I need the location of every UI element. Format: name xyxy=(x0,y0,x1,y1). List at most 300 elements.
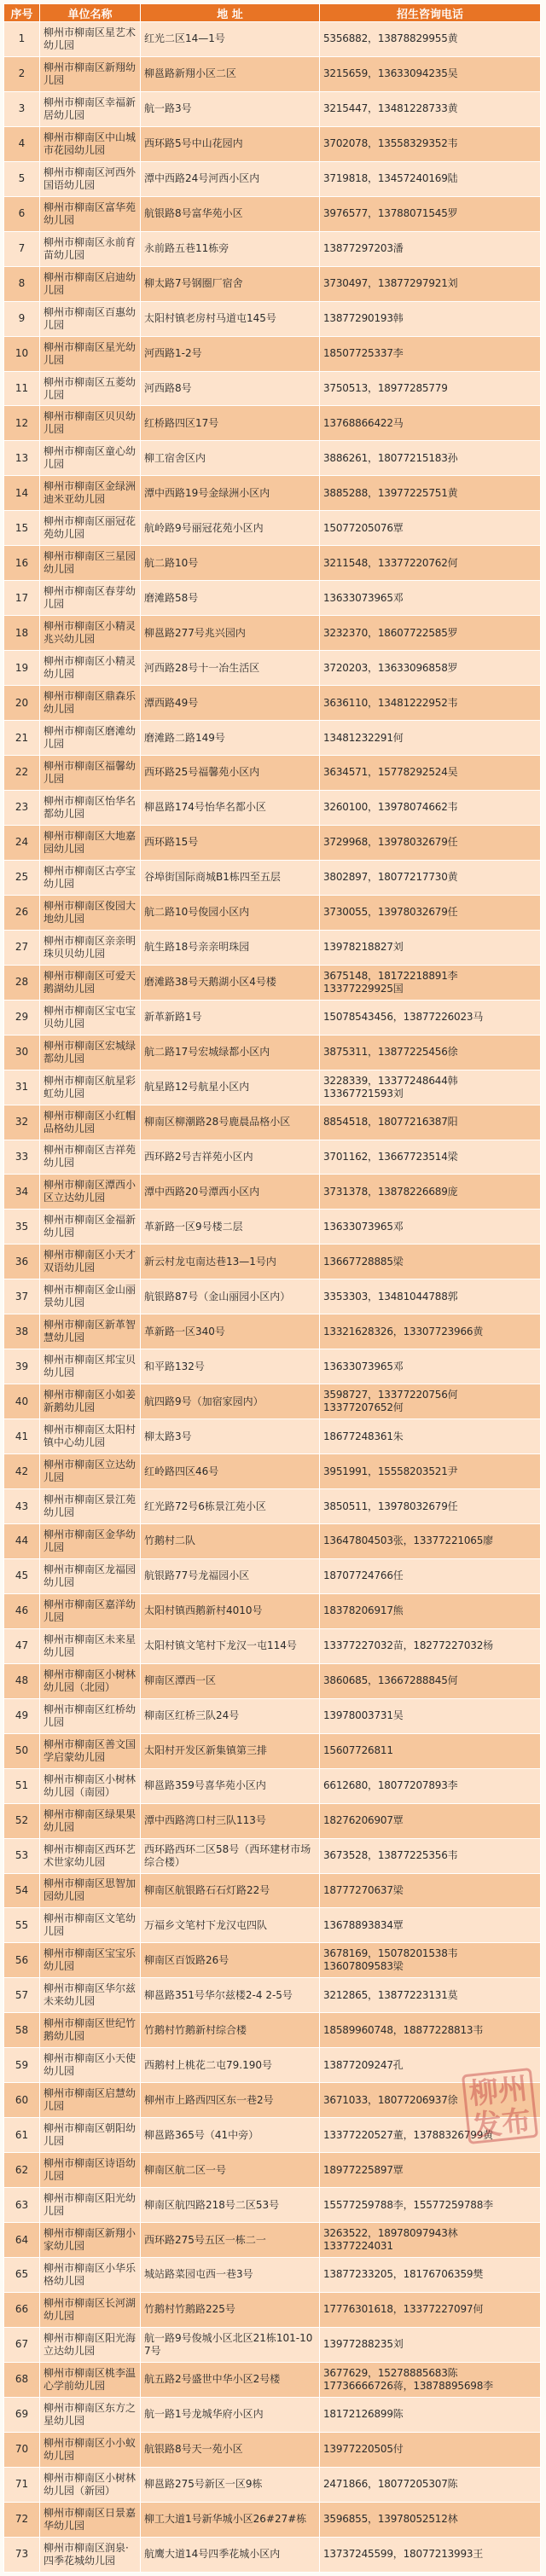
cell-no: 47 xyxy=(4,1628,40,1663)
cell-name: 柳州市柳南区中山城市花园幼儿园 xyxy=(40,126,141,161)
cell-address: 柳邕路新翔小区二区 xyxy=(141,56,320,91)
cell-name: 柳州市柳南区永前育苗幼儿园 xyxy=(40,231,141,266)
table-row xyxy=(4,1419,541,1454)
table-row xyxy=(4,1244,541,1279)
cell-no: 67 xyxy=(4,2327,40,2362)
cell-address: 谷埠街国际商城B1栋四至五层 xyxy=(141,860,320,895)
cell-name: 柳州市柳南区百惠幼儿园 xyxy=(40,301,141,336)
cell-address: 柳邕路277号兆兴园内 xyxy=(141,616,320,651)
cell-no: 38 xyxy=(4,1314,40,1349)
cell-name: 柳州市柳南区启迪幼儿园 xyxy=(40,266,141,301)
cell-address: 西环路2号吉祥苑小区内 xyxy=(141,1140,320,1175)
cell-no: 64 xyxy=(4,2223,40,2258)
cell-address: 红光路72号6栋景江苑小区 xyxy=(141,1489,320,1524)
table-row xyxy=(4,2188,541,2223)
cell-phone: 3677629，15278885683陈 17736666726蒋，13878895698李 xyxy=(320,2362,541,2397)
cell-no: 16 xyxy=(4,546,40,581)
header-no: 序号 xyxy=(4,4,40,22)
cell-phone: 13877290193韩 xyxy=(320,301,541,336)
table-row xyxy=(4,336,541,371)
cell-address: 柳南区潭西一区 xyxy=(141,1663,320,1698)
cell-phone: 3729968，13978032679任 xyxy=(320,825,541,860)
cell-name: 柳州市柳南区小天才双语幼儿园 xyxy=(40,1244,141,1279)
cell-name: 柳州市柳南区磨滩幼儿园 xyxy=(40,721,141,756)
cell-phone: 3702078，13558329352韦 xyxy=(320,126,541,161)
cell-name: 柳州市柳南区宝屯宝贝幼儿园 xyxy=(40,1000,141,1035)
cell-no: 27 xyxy=(4,930,40,965)
cell-address: 竹鹅村竹鹅新村综合楼 xyxy=(141,2013,320,2048)
cell-phone: 13978218827刘 xyxy=(320,930,541,965)
cell-phone: 3875311，13877225456徐 xyxy=(320,1035,541,1070)
cell-address: 柳南区柳潮路28号鹿晨品格小区 xyxy=(141,1105,320,1140)
cell-no: 42 xyxy=(4,1454,40,1489)
cell-name: 柳州市柳南区怡华名都幼儿园 xyxy=(40,790,141,825)
cell-name: 柳州市柳南区小红帽品格幼儿园 xyxy=(40,1105,141,1140)
cell-no: 2 xyxy=(4,56,40,91)
table-row xyxy=(4,1523,541,1558)
cell-address: 河西路8号 xyxy=(141,371,320,406)
cell-address: 航一路9号俊城小区北区21栋101-107号 xyxy=(141,2327,320,2362)
cell-address: 太阳村镇文笔村下龙汉一屯114号 xyxy=(141,1628,320,1663)
cell-no: 19 xyxy=(4,651,40,686)
cell-no: 39 xyxy=(4,1349,40,1384)
cell-phone: 13481232291何 xyxy=(320,721,541,756)
table-row xyxy=(4,56,541,91)
cell-no: 34 xyxy=(4,1175,40,1210)
cell-address: 竹鹅村竹鹅路225号 xyxy=(141,2292,320,2327)
table-row xyxy=(4,161,541,196)
cell-no: 28 xyxy=(4,965,40,1000)
cell-no: 21 xyxy=(4,721,40,756)
cell-phone: 15577259788李，15577259788李 xyxy=(320,2188,541,2223)
cell-no: 69 xyxy=(4,2397,40,2432)
cell-phone: 3228339，13377248644韩 13367721593刘 xyxy=(320,1070,541,1105)
cell-address: 航岭路9号丽冠花苑小区内 xyxy=(141,511,320,546)
table-row xyxy=(4,2537,541,2572)
cell-phone: 3951991，15558203521尹 xyxy=(320,1454,541,1489)
cell-phone: 15078543456，13877226023马 xyxy=(320,1000,541,1035)
cell-phone: 3886261，18077215183孙 xyxy=(320,441,541,476)
table-row xyxy=(4,1978,541,2013)
cell-address: 潭中西路24号河西小区内 xyxy=(141,161,320,196)
cell-no: 53 xyxy=(4,1838,40,1873)
cell-no: 40 xyxy=(4,1384,40,1419)
cell-name: 柳州市柳南区可爱天鹅湖幼儿园 xyxy=(40,965,141,1000)
cell-name: 柳州市柳南区阳光海立达幼儿园 xyxy=(40,2327,141,2362)
cell-phone: 3211548，13377220762何 xyxy=(320,546,541,581)
cell-phone: 13977288235刘 xyxy=(320,2327,541,2362)
table-row xyxy=(4,2292,541,2327)
table-row xyxy=(4,371,541,406)
table-row xyxy=(4,511,541,546)
cell-no: 20 xyxy=(4,686,40,721)
table-row xyxy=(4,91,541,126)
cell-name: 柳州市柳南区立达幼儿园 xyxy=(40,1454,141,1489)
table-row xyxy=(4,1314,541,1349)
cell-phone: 3730055，13978032679任 xyxy=(320,895,541,930)
table-row xyxy=(4,721,541,756)
cell-name: 柳州市柳南区小树林幼儿园（南园） xyxy=(40,1768,141,1803)
cell-address: 航一路1号龙城华府小区内 xyxy=(141,2397,320,2432)
table-row xyxy=(4,2013,541,2048)
cell-address: 航银路8号富华苑小区 xyxy=(141,196,320,231)
table-row xyxy=(4,2502,541,2537)
table-row xyxy=(4,895,541,930)
table-row xyxy=(4,2432,541,2467)
cell-address: 柳邕路275号新区一区9栋 xyxy=(141,2467,320,2502)
cell-no: 12 xyxy=(4,406,40,441)
cell-no: 48 xyxy=(4,1663,40,1698)
cell-no: 25 xyxy=(4,860,40,895)
cell-phone: 18677248361朱 xyxy=(320,1419,541,1454)
cell-no: 4 xyxy=(4,126,40,161)
cell-phone: 3675148，18172218891李 13377229925国 xyxy=(320,965,541,1000)
cell-no: 45 xyxy=(4,1558,40,1593)
cell-phone: 3719818，13457240169陆 xyxy=(320,161,541,196)
cell-address: 航银路8号天一苑小区 xyxy=(141,2432,320,2467)
cell-no: 63 xyxy=(4,2188,40,2223)
cell-no: 43 xyxy=(4,1489,40,1524)
cell-address: 西环路25号福馨苑小区内 xyxy=(141,756,320,791)
cell-address: 竹鹅村二队 xyxy=(141,1523,320,1558)
cell-address: 红光二区14—1号 xyxy=(141,22,320,57)
cell-name: 柳州市柳南区华尔兹未来幼儿园 xyxy=(40,1978,141,2013)
cell-address: 柳太路7号钢圈厂宿舍 xyxy=(141,266,320,301)
cell-address: 潭中西路湾口村三队113号 xyxy=(141,1803,320,1838)
cell-address: 万福乡文笔村下龙汉屯四队 xyxy=(141,1908,320,1943)
cell-name: 柳州市柳南区嘉洋幼儿园 xyxy=(40,1593,141,1628)
cell-name: 柳州市柳南区春芽幼儿园 xyxy=(40,581,141,616)
cell-name: 柳州市柳南区亲亲明珠贝贝幼儿园 xyxy=(40,930,141,965)
table-row xyxy=(4,1175,541,1210)
cell-name: 柳州市柳南区金福新幼儿园 xyxy=(40,1210,141,1244)
cell-no: 32 xyxy=(4,1105,40,1140)
cell-address: 航银路87号（金山丽园小区内） xyxy=(141,1279,320,1314)
cell-address: 西环路275号五区一栋二一 xyxy=(141,2223,320,2258)
cell-no: 37 xyxy=(4,1279,40,1314)
cell-name: 柳州市柳南区小树林幼儿园（北园） xyxy=(40,1663,141,1698)
cell-name: 柳州市柳南区龙福园幼儿园 xyxy=(40,1558,141,1593)
table-row xyxy=(4,2258,541,2293)
cell-phone: 18977225897覃 xyxy=(320,2153,541,2188)
cell-no: 52 xyxy=(4,1803,40,1838)
cell-name: 柳州市柳南区新翔小家幼儿园 xyxy=(40,2223,141,2258)
cell-name: 柳州市柳南区大地嘉园幼儿园 xyxy=(40,825,141,860)
cell-no: 31 xyxy=(4,1070,40,1105)
cell-phone: 13633073965邓 xyxy=(320,1349,541,1384)
cell-phone: 13877297203潘 xyxy=(320,231,541,266)
cell-address: 航鹰大道14号四季花城小区内 xyxy=(141,2537,320,2572)
table-row xyxy=(4,1733,541,1768)
table-row xyxy=(4,2118,541,2153)
cell-name: 柳州市柳南区小树林幼儿园（新园） xyxy=(40,2467,141,2502)
cell-phone: 13977220505付 xyxy=(320,2432,541,2467)
cell-no: 26 xyxy=(4,895,40,930)
cell-name: 柳州市柳南区幸福新居幼儿园 xyxy=(40,91,141,126)
cell-no: 15 xyxy=(4,511,40,546)
cell-no: 55 xyxy=(4,1908,40,1943)
table-row xyxy=(4,476,541,511)
table-row xyxy=(4,1838,541,1873)
cell-name: 柳州市柳南区航星彩虹幼儿园 xyxy=(40,1070,141,1105)
table-row xyxy=(4,266,541,301)
table-row xyxy=(4,651,541,686)
cell-no: 72 xyxy=(4,2502,40,2537)
cell-phone: 3596855，13978052512林 xyxy=(320,2502,541,2537)
table-row xyxy=(4,1908,541,1943)
cell-no: 5 xyxy=(4,161,40,196)
cell-address: 航四路9号（加宿家园内） xyxy=(141,1384,320,1419)
cell-address: 柳州市上路西四区东一巷2号 xyxy=(141,2083,320,2118)
cell-name: 柳州市柳南区日景嘉华幼儿园 xyxy=(40,2502,141,2537)
cell-name: 柳州市柳南区古亭宝幼儿园 xyxy=(40,860,141,895)
table-row xyxy=(4,1279,541,1314)
cell-phone: 13377227032苗，18277227032杨 xyxy=(320,1628,541,1663)
cell-phone: 3730497，13877297921刘 xyxy=(320,266,541,301)
cell-name: 柳州市柳南区星光幼儿园 xyxy=(40,336,141,371)
table-row xyxy=(4,1489,541,1524)
cell-phone: 3850511，13978032679任 xyxy=(320,1489,541,1524)
cell-address: 红岭路四区46号 xyxy=(141,1454,320,1489)
watermark-logo: 柳州 发布 xyxy=(462,2068,538,2144)
cell-name: 柳州市柳南区世纪竹鹅幼儿园 xyxy=(40,2013,141,2048)
cell-phone: 13678893834覃 xyxy=(320,1908,541,1943)
cell-phone: 3636110，13481222952韦 xyxy=(320,686,541,721)
table-row xyxy=(4,1593,541,1628)
cell-no: 51 xyxy=(4,1768,40,1803)
cell-no: 23 xyxy=(4,790,40,825)
cell-address: 太阳村镇西鹅新村4010号 xyxy=(141,1593,320,1628)
cell-phone: 15607726811 xyxy=(320,1733,541,1768)
table-row xyxy=(4,825,541,860)
cell-name: 柳州市柳南区小小蚁幼儿园 xyxy=(40,2432,141,2467)
cell-no: 73 xyxy=(4,2537,40,2572)
table-row xyxy=(4,2223,541,2258)
cell-name: 柳州市柳南区新翔幼儿园 xyxy=(40,56,141,91)
cell-no: 44 xyxy=(4,1523,40,1558)
cell-name: 柳州市柳南区五菱幼儿园 xyxy=(40,371,141,406)
table-row xyxy=(4,1628,541,1663)
cell-no: 29 xyxy=(4,1000,40,1035)
cell-no: 71 xyxy=(4,2467,40,2502)
cell-phone: 5356882，13878829955黄 xyxy=(320,22,541,57)
table-row xyxy=(4,756,541,791)
cell-name: 柳州市柳南区宝宝乐幼儿园 xyxy=(40,1943,141,1978)
cell-phone: 8854518，18077216387阳 xyxy=(320,1105,541,1140)
cell-address: 太阳村镇老房村马道屯145号 xyxy=(141,301,320,336)
table-row xyxy=(4,406,541,441)
cell-name: 柳州市柳南区新革智慧幼儿园 xyxy=(40,1314,141,1349)
cell-no: 6 xyxy=(4,196,40,231)
cell-name: 柳州市柳南区鼎森乐幼儿园 xyxy=(40,686,141,721)
cell-address: 柳工宿舍区内 xyxy=(141,441,320,476)
cell-no: 30 xyxy=(4,1035,40,1070)
cell-no: 11 xyxy=(4,371,40,406)
table-row xyxy=(4,126,541,161)
table-header xyxy=(4,4,541,22)
cell-phone: 13667728885梁 xyxy=(320,1244,541,1279)
cell-phone: 13737245599，18077213993王 xyxy=(320,2537,541,2572)
cell-phone: 3731378，13878226689庞 xyxy=(320,1175,541,1210)
cell-phone: 3802897，18077217730黄 xyxy=(320,860,541,895)
cell-name: 柳州市柳南区桃李温心学前幼儿园 xyxy=(40,2362,141,2397)
cell-no: 3 xyxy=(4,91,40,126)
cell-name: 柳州市柳南区景江苑幼儿园 xyxy=(40,1489,141,1524)
cell-address: 新云村龙屯南达巷13—1号内 xyxy=(141,1244,320,1279)
cell-no: 59 xyxy=(4,2048,40,2083)
cell-address: 航五路2号盛世中华小区2号楼 xyxy=(141,2362,320,2397)
cell-address: 航一路3号 xyxy=(141,91,320,126)
cell-address: 革新路一区340号 xyxy=(141,1314,320,1349)
cell-name: 柳州市柳南区启慧幼儿园 xyxy=(40,2083,141,2118)
cell-name: 柳州市柳南区童心幼儿园 xyxy=(40,441,141,476)
cell-address: 柳南区红桥三队24号 xyxy=(141,1698,320,1733)
cell-address: 磨滩路58号 xyxy=(141,581,320,616)
cell-address: 西环路15号 xyxy=(141,825,320,860)
cell-address: 潭西路49号 xyxy=(141,686,320,721)
cell-phone: 18589960748，18877228813韦 xyxy=(320,2013,541,2048)
cell-address: 河西路28号十一冶生活区 xyxy=(141,651,320,686)
cell-no: 41 xyxy=(4,1419,40,1454)
cell-address: 柳南区航银路石石灯路22号 xyxy=(141,1873,320,1908)
cell-address: 柳邕路174号怡华名都小区 xyxy=(141,790,320,825)
table-row xyxy=(4,860,541,895)
cell-no: 13 xyxy=(4,441,40,476)
cell-phone: 3353303，13481044788郭 xyxy=(320,1279,541,1314)
cell-name: 柳州市柳南区西环艺术世家幼儿园 xyxy=(40,1838,141,1873)
cell-name: 柳州市柳南区俊园大地幼儿园 xyxy=(40,895,141,930)
table-row xyxy=(4,1070,541,1105)
table-row xyxy=(4,1454,541,1489)
cell-address: 磨滩路38号天鹅湖小区4号楼 xyxy=(141,965,320,1000)
cell-name: 柳州市柳南区诗语幼儿园 xyxy=(40,2153,141,2188)
cell-phone: 3263522，18978097943林 13377224031 xyxy=(320,2223,541,2258)
cell-phone: 6612680，18077207893李 xyxy=(320,1768,541,1803)
cell-phone: 3232370，18607722585罗 xyxy=(320,616,541,651)
cell-phone: 3212865，13877223131莫 xyxy=(320,1978,541,2013)
header-address: 地 址 xyxy=(141,4,320,22)
cell-no: 50 xyxy=(4,1733,40,1768)
cell-address: 西环路5号中山花园内 xyxy=(141,126,320,161)
cell-phone: 13877233205，18176706359樊 xyxy=(320,2258,541,2293)
table-row xyxy=(4,1384,541,1419)
cell-no: 66 xyxy=(4,2292,40,2327)
cell-address: 磨滩路二路149号 xyxy=(141,721,320,756)
cell-address: 和平路132号 xyxy=(141,1349,320,1384)
cell-no: 10 xyxy=(4,336,40,371)
table-row xyxy=(4,441,541,476)
cell-no: 1 xyxy=(4,22,40,57)
cell-phone: 18276206907覃 xyxy=(320,1803,541,1838)
cell-address: 航二路10号 xyxy=(141,546,320,581)
cell-name: 柳州市柳南区长河湖幼儿园 xyxy=(40,2292,141,2327)
cell-phone: 18172126899陈 xyxy=(320,2397,541,2432)
cell-phone: 3720203，13633096858罗 xyxy=(320,651,541,686)
table-row xyxy=(4,2327,541,2362)
cell-name: 柳州市柳南区文笔幼儿园 xyxy=(40,1908,141,1943)
cell-name: 柳州市柳南区潭西小区立达幼儿园 xyxy=(40,1175,141,1210)
cell-address: 柳南区航二区一号 xyxy=(141,2153,320,2188)
cell-name: 柳州市柳南区东方之星幼儿园 xyxy=(40,2397,141,2432)
cell-address: 河西路1-2号 xyxy=(141,336,320,371)
cell-name: 柳州市柳南区小精灵幼儿园 xyxy=(40,651,141,686)
cell-address: 航星路12号航星小区内 xyxy=(141,1070,320,1105)
cell-address: 柳工大道1号新华城小区26#27#栋 xyxy=(141,2502,320,2537)
table-row xyxy=(4,1105,541,1140)
cell-name: 柳州市柳南区小华乐格幼儿园 xyxy=(40,2258,141,2293)
cell-no: 22 xyxy=(4,756,40,791)
cell-name: 柳州市柳南区河西外国语幼儿园 xyxy=(40,161,141,196)
header-row xyxy=(4,4,541,22)
table-row xyxy=(4,231,541,266)
table-row xyxy=(4,1663,541,1698)
cell-address: 西鹅村上桃花二屯79.190号 xyxy=(141,2048,320,2083)
table-row xyxy=(4,1349,541,1384)
cell-phone: 3215447，13481228733黄 xyxy=(320,91,541,126)
cell-phone: 18777270637梁 xyxy=(320,1873,541,1908)
cell-no: 49 xyxy=(4,1698,40,1733)
cell-name: 柳州市柳南区未来星幼儿园 xyxy=(40,1628,141,1663)
cell-name: 柳州市柳南区金华幼儿园 xyxy=(40,1523,141,1558)
cell-no: 60 xyxy=(4,2083,40,2118)
table-row xyxy=(4,930,541,965)
cell-phone: 17776301618，13377227097何 xyxy=(320,2292,541,2327)
table-row xyxy=(4,965,541,1000)
cell-address: 太阳村开发区新集镇第三排 xyxy=(141,1733,320,1768)
cell-phone: 18378206917熊 xyxy=(320,1593,541,1628)
cell-address: 柳南区航四路218号二区53号 xyxy=(141,2188,320,2223)
cell-name: 柳州市柳南区红桥幼儿园 xyxy=(40,1698,141,1733)
table-row xyxy=(4,1000,541,1035)
cell-phone: 3260100，13978074662韦 xyxy=(320,790,541,825)
table-row xyxy=(4,1803,541,1838)
table-row xyxy=(4,546,541,581)
cell-address: 潭中西路20号潭西小区内 xyxy=(141,1175,320,1210)
header-phone: 招生咨询电话 xyxy=(320,4,541,22)
cell-name: 柳州市柳南区邦宝贝幼儿园 xyxy=(40,1349,141,1384)
cell-phone: 3598727，13377220756何 13377207652何 xyxy=(320,1384,541,1419)
cell-name: 柳州市柳南区善文国学启蒙幼儿园 xyxy=(40,1733,141,1768)
cell-address: 革新路一区9号楼二层 xyxy=(141,1210,320,1244)
cell-phone: 18707724766任 xyxy=(320,1558,541,1593)
table-row xyxy=(4,581,541,616)
table-row xyxy=(4,1035,541,1070)
cell-no: 18 xyxy=(4,616,40,651)
cell-name: 柳州市柳南区金绿洲迪米亚幼儿园 xyxy=(40,476,141,511)
cell-no: 57 xyxy=(4,1978,40,2013)
cell-no: 14 xyxy=(4,476,40,511)
cell-no: 61 xyxy=(4,2118,40,2153)
cell-phone: 3976577，13788071545罗 xyxy=(320,196,541,231)
cell-name: 柳州市柳南区福馨幼儿园 xyxy=(40,756,141,791)
table-row xyxy=(4,616,541,651)
table-body xyxy=(4,22,541,2573)
table-row xyxy=(4,2153,541,2188)
cell-address: 航二路17号宏城绿都小区内 xyxy=(141,1035,320,1070)
cell-name: 柳州市柳南区朝阳幼儿园 xyxy=(40,2118,141,2153)
table-row xyxy=(4,22,541,57)
cell-no: 17 xyxy=(4,581,40,616)
table-row xyxy=(4,2467,541,2502)
cell-name: 柳州市柳南区太阳村镇中心幼儿园 xyxy=(40,1419,141,1454)
cell-name: 柳州市柳南区阳光幼儿园 xyxy=(40,2188,141,2223)
cell-name: 柳州市柳南区宏城绿都幼儿园 xyxy=(40,1035,141,1070)
table-row xyxy=(4,2397,541,2432)
cell-address: 潭中西路19号金绿洲小区内 xyxy=(141,476,320,511)
cell-no: 46 xyxy=(4,1593,40,1628)
table-row xyxy=(4,196,541,231)
cell-name: 柳州市柳南区吉祥苑幼儿园 xyxy=(40,1140,141,1175)
